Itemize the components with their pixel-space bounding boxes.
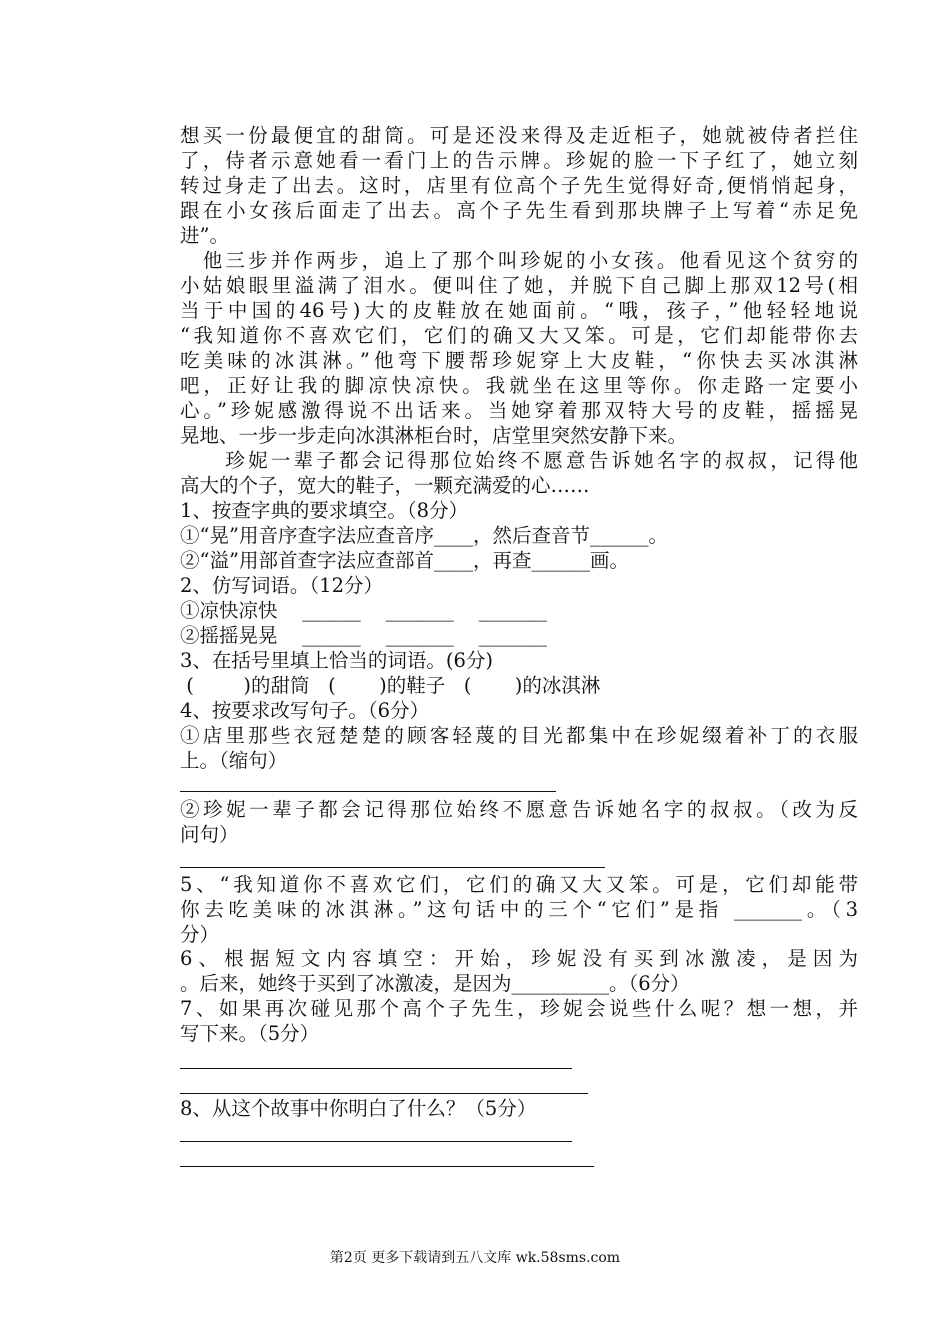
question-3-body: ( )的甜筒 ( )的鞋子 ( )的冰淇淋 <box>180 674 601 697</box>
passage-line: 了，侍者示意她看一看门上的告示牌。珍妮的脸一下子红了，她立刻 <box>180 149 858 172</box>
question-7-line: 写下来。（5分） <box>180 1022 320 1045</box>
question-1-item-b: ②“溢”用部首查字法应查部首____，再查______画。 <box>180 549 629 572</box>
passage-line: 心。”珍妮感激得说不出话来。当她穿着那双特大号的皮鞋，摇摇晃 <box>180 399 858 422</box>
question-8-title: 8、从这个故事中你明白了什么？（5分） <box>180 1097 537 1120</box>
answer-line[interactable] <box>180 1068 572 1069</box>
question-5-line: 分） <box>180 923 220 946</box>
question-7-line: 7、如果再次碰见那个高个子先生，珍妮会说些什么呢？想一想，并 <box>180 997 858 1020</box>
answer-line[interactable] <box>180 1141 572 1142</box>
passage-line: 吧，正好让我的脚凉快凉快。我就坐在这里等你。你走路一定要小 <box>180 374 858 397</box>
passage-line: “我知道你不喜欢它们，它们的确又大又笨。可是，它们却能带你去 <box>180 324 858 347</box>
passage-line: 珍妮一辈子都会记得那位始终不愿意告诉她名字的叔叔，记得他 <box>180 449 858 472</box>
question-6-line: 6、根据短文内容填空：开始，珍妮没有买到冰激凌，是因为 <box>180 947 858 970</box>
passage-line: 当于中国的46号)大的皮鞋放在她面前。“哦，孩子，”他轻轻地说 <box>180 299 858 322</box>
passage-line: 他三步并作两步，追上了那个叫珍妮的小女孩。他看见这个贫穷的 <box>180 249 858 272</box>
question-5-line: 你去吃美味的冰淇淋。”这句话中的三个“它们”是指 _______。（3 <box>180 898 858 921</box>
passage-line: 吃美味的冰淇淋。”他弯下腰帮珍妮穿上大皮鞋，“你快去买冰淇淋 <box>180 349 858 372</box>
question-6-line: 。后来，她终于买到了冰激凌，是因为__________。（6分） <box>180 972 690 995</box>
passage-line: 小姑娘眼里溢满了泪水。便叫住了她，并脱下自己脚上那双12号(相 <box>180 274 858 297</box>
passage-line: 进”。 <box>180 224 229 247</box>
question-4-item-a-cont: 上。（缩句） <box>180 749 288 772</box>
answer-line[interactable] <box>180 791 556 792</box>
answer-line[interactable] <box>180 867 605 868</box>
question-4-title: 4、按要求改写句子。（6分） <box>180 699 430 722</box>
question-1-title: 1、按查字典的要求填空。（8分） <box>180 499 469 522</box>
passage-line: 想买一份最便宜的甜筒。可是还没来得及走近柜子，她就被侍者拦住 <box>180 124 858 147</box>
question-4-item-b: ②珍妮一辈子都会记得那位始终不愿意告诉她名字的叔叔。（改为反 <box>180 798 858 821</box>
question-5-line: 5、“我知道你不喜欢它们，它们的确又大又笨。可是，它们却能带 <box>180 873 858 896</box>
question-2-item-a: ①凉快凉快 ______ _______ _______ <box>180 599 547 622</box>
question-2-title: 2、仿写词语。（12分） <box>180 574 383 597</box>
question-3-title: 3、在括号里填上恰当的词语。(6分) <box>180 649 494 672</box>
answer-line[interactable] <box>180 1166 594 1167</box>
question-4-item-a: ①店里那些衣冠楚楚的顾客轻蔑的目光都集中在珍妮缀着补丁的衣服 <box>180 724 858 747</box>
page-footer: 第2页 更多下载请到五八文库 wk.58sms.com <box>329 1250 621 1266</box>
passage-line: 转过身走了出去。这时，店里有位高个子先生觉得好奇,便悄悄起身， <box>180 174 858 197</box>
question-4-item-b-cont: 问句） <box>180 823 239 846</box>
question-1-item-a: ①“晃”用音序查字法应查音序____，然后查音节______。 <box>180 524 668 547</box>
answer-line[interactable] <box>180 1093 588 1094</box>
passage-line: 高大的个子，宽大的鞋子，一颗充满爱的心…… <box>180 474 590 497</box>
question-2-item-b: ②摇摇晃晃 ______ _______ _______ <box>180 624 547 647</box>
passage-line: 跟在小女孩后面走了出去。高个子先生看到那块牌子上写着“赤足免 <box>180 199 858 222</box>
passage-line: 晃地、一步一步走向冰淇淋柜台时，店堂里突然安静下来。 <box>180 424 688 447</box>
